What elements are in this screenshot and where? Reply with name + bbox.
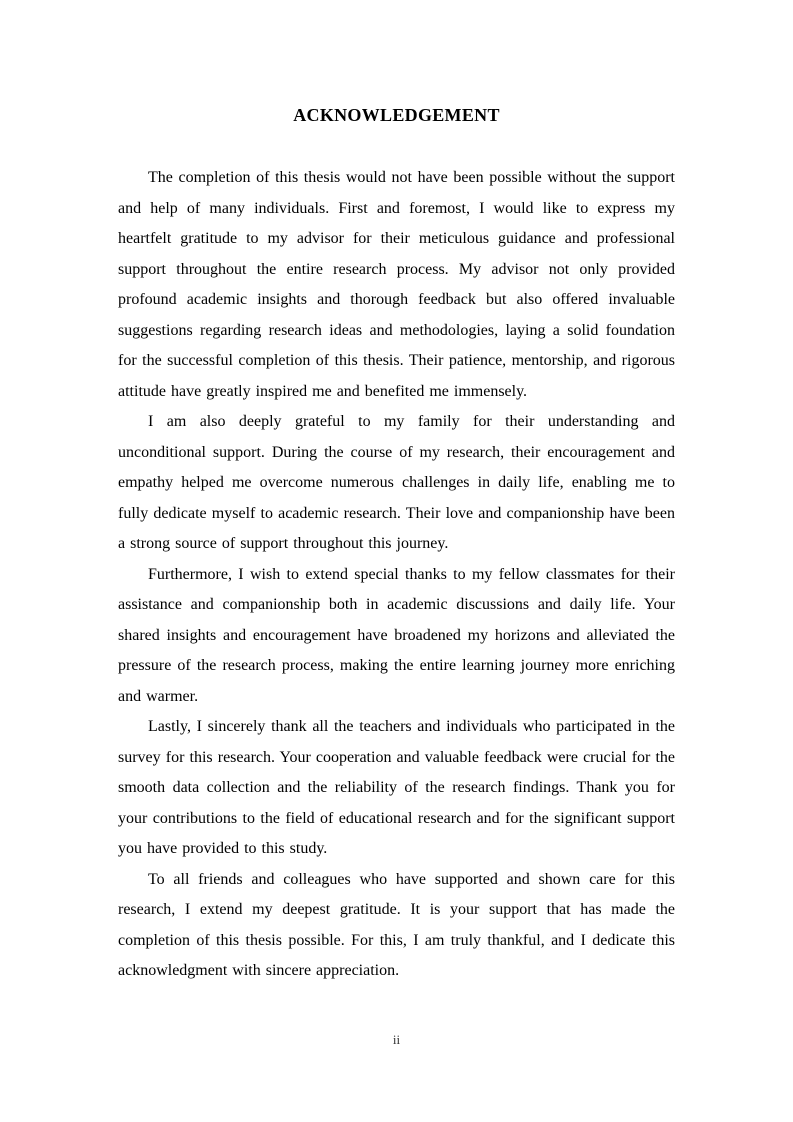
page-number: ii: [392, 1032, 401, 1047]
page-title: ACKNOWLEDGEMENT: [293, 105, 500, 125]
paragraph-survey-participants: Lastly, I sincerely thank all the teachers and individuals who participated in the survey for this research. Your cooperation and valuable feedback were crucial for the smooth data collection and the reliability of the research findings. Thank you for your contributions to the field of educational research and for the significant support you have provided to this study.: [118, 718, 675, 857]
document-body: [118, 163, 675, 987]
paragraph-family: I am also deeply grateful to my family for their understanding and unconditional support. During the course of my research, their encouragement and empathy helped me overcome numerous challenges in daily life, enabling me to fully dedicate myself to academic research. Their love and companionship have been a strong source of support throughout this journey.: [118, 413, 675, 552]
paragraph-friends-colleagues: To all friends and colleagues who have supported and shown care for this research, I extend my deepest gratitude. It is your support that has made the completion of this thesis possible. For this, I am truly thankful, and I dedicate this acknowledgment with sincere appreciation.: [118, 870, 675, 979]
paragraph-classmates: Furthermore, I wish to extend special thanks to my fellow classmates for their assistance and companionship both in academic discussions and daily life. Your shared insights and encouragement have broadened my horizons and alleviated the pressure of the research process, making the entire learning journey more enriching and warmer.: [118, 565, 675, 705]
paragraph-advisor: The completion of this thesis would not have been possible without the support and help of many individuals. First and foremost, I would like to express my heartfelt gratitude to my advisor for their meticulous guidance and professional support throughout the entire research process. My advisor not only provided profound academic insights and thorough feedback but also offered invaluable suggestions regarding research ideas and methodologies, laying a solid foundation for the successful completion of this thesis. Their patience, mentorship, and rigorous attitude have greatly inspired me and benefited me immensely.: [118, 169, 675, 400]
